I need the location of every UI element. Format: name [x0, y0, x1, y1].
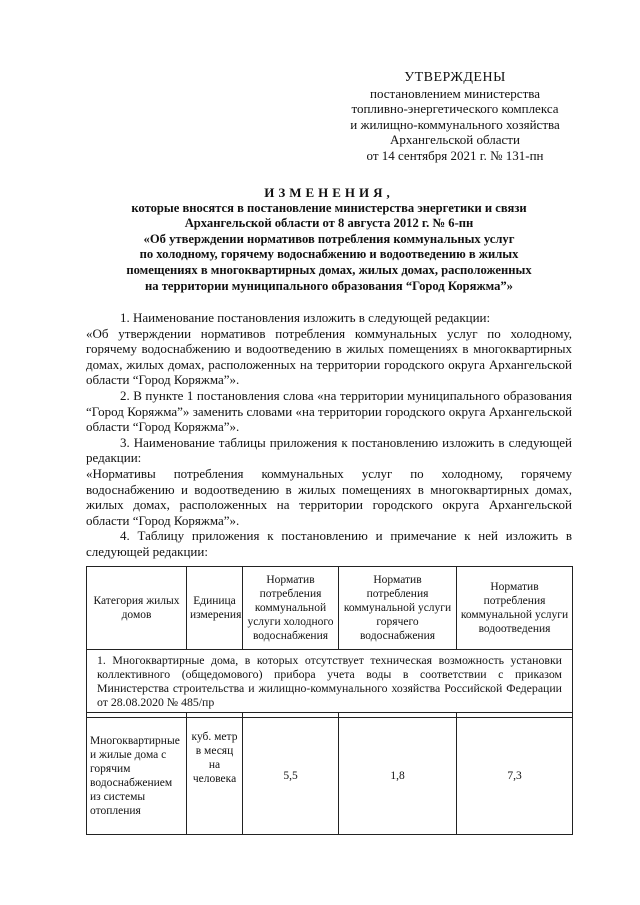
table-header-row: [87, 567, 573, 650]
title-line: которые вносятся в постановление министерства энергетики и связи: [131, 200, 527, 215]
approval-line: от 14 сентября 2021 г. № 131-пн: [366, 147, 544, 163]
cell-category: Многоквартирные и жилые дома с горячим водоснабжением из системы отопления: [87, 718, 187, 835]
body-text: [86, 310, 572, 560]
header-sewerage: Норматив потребления коммунальной услуги водоотведения: [457, 567, 573, 650]
paragraph: «Нормативы потребления коммунальных услуг по холодному, горячему водоснабжению и водоотведению в жилых помещениях в многоквартирных домах, жилых домах, расположенных на территории городского округа Архангельской области “Город Коряжма”».: [86, 465, 572, 528]
header-hot-water: Норматив потребления коммунальной услуги горячего водоснабжения: [339, 567, 457, 650]
cell-cold-water: 5,5: [243, 718, 339, 835]
title-line: на территории муниципального образования “Город Коряжма”»: [145, 278, 513, 293]
cell-sewerage: 7,3: [457, 718, 573, 835]
title-heading: ИЗМЕНЕНИЯ,: [264, 185, 394, 200]
paragraph: 4. Таблицу приложения к постановлению и примечание к ней изложить в следующей редакции:: [86, 528, 572, 559]
title-line: помещениях в многоквартирных домах, жилых домах, расположенных: [126, 262, 532, 277]
paragraph: 2. В пункте 1 постановления слова «на территории муниципального образования “Город Коряжма”» заменить словами «на территории городского округа Архангельской области “Город Коряжма”».: [86, 387, 572, 435]
cell-hot-water: 1,8: [339, 718, 457, 835]
table-row: [87, 718, 573, 835]
approval-stamp: [330, 70, 580, 164]
table-section-row: [87, 650, 573, 713]
header-category: Категория жилых домов: [87, 567, 187, 650]
header-cold-water: Норматив потребления коммунальной услуги холодного водоснабжения: [243, 567, 339, 650]
header-unit: Единица измерения: [187, 567, 243, 650]
paragraph: 1. Наименование постановления изложить в следующей редакции:: [120, 310, 491, 325]
title-line: по холодному, горячему водоснабжению и водоотведению в жилых: [139, 247, 519, 262]
title-line: Архангельской области от 8 августа 2012 г. № 6-пн: [184, 216, 474, 231]
title-line: «Об утверждении нормативов потребления коммунальных услуг: [143, 231, 515, 246]
norms-table: [86, 566, 573, 835]
document-title: [86, 185, 572, 294]
paragraph: «Об утверждении нормативов потребления коммунальных услуг по холодному, горячему водоснабжению и водоотведению в жилых помещениях в многоквартирных домах, жилых домах, расположенных на территории городского округа Архангельской области “Город Коряжма”».: [86, 325, 572, 388]
paragraph: 3. Наименование таблицы приложения к постановлению изложить в следующей редакции:: [86, 434, 572, 466]
approval-line: постановлением министерства: [369, 85, 540, 101]
section-label: 1. Многоквартирные дома, в которых отсутствует техническая возможность установки коллективного (общедомового) прибора учета воды в соответствии с приказом Министерства строительства и жилищно-коммунального хозяйства Российской Федерации от 28.08.2020 № 485/пр: [87, 650, 573, 713]
approval-heading: УТВЕРЖДЕНЫ: [404, 70, 506, 85]
cell-unit: куб. метр в месяц на человека: [187, 718, 243, 835]
approval-line: и жилищно-коммунального хозяйства: [350, 116, 560, 132]
approval-line: Архангельской области: [390, 132, 520, 148]
approval-line: топливно-энергетического комплекса: [351, 101, 559, 117]
